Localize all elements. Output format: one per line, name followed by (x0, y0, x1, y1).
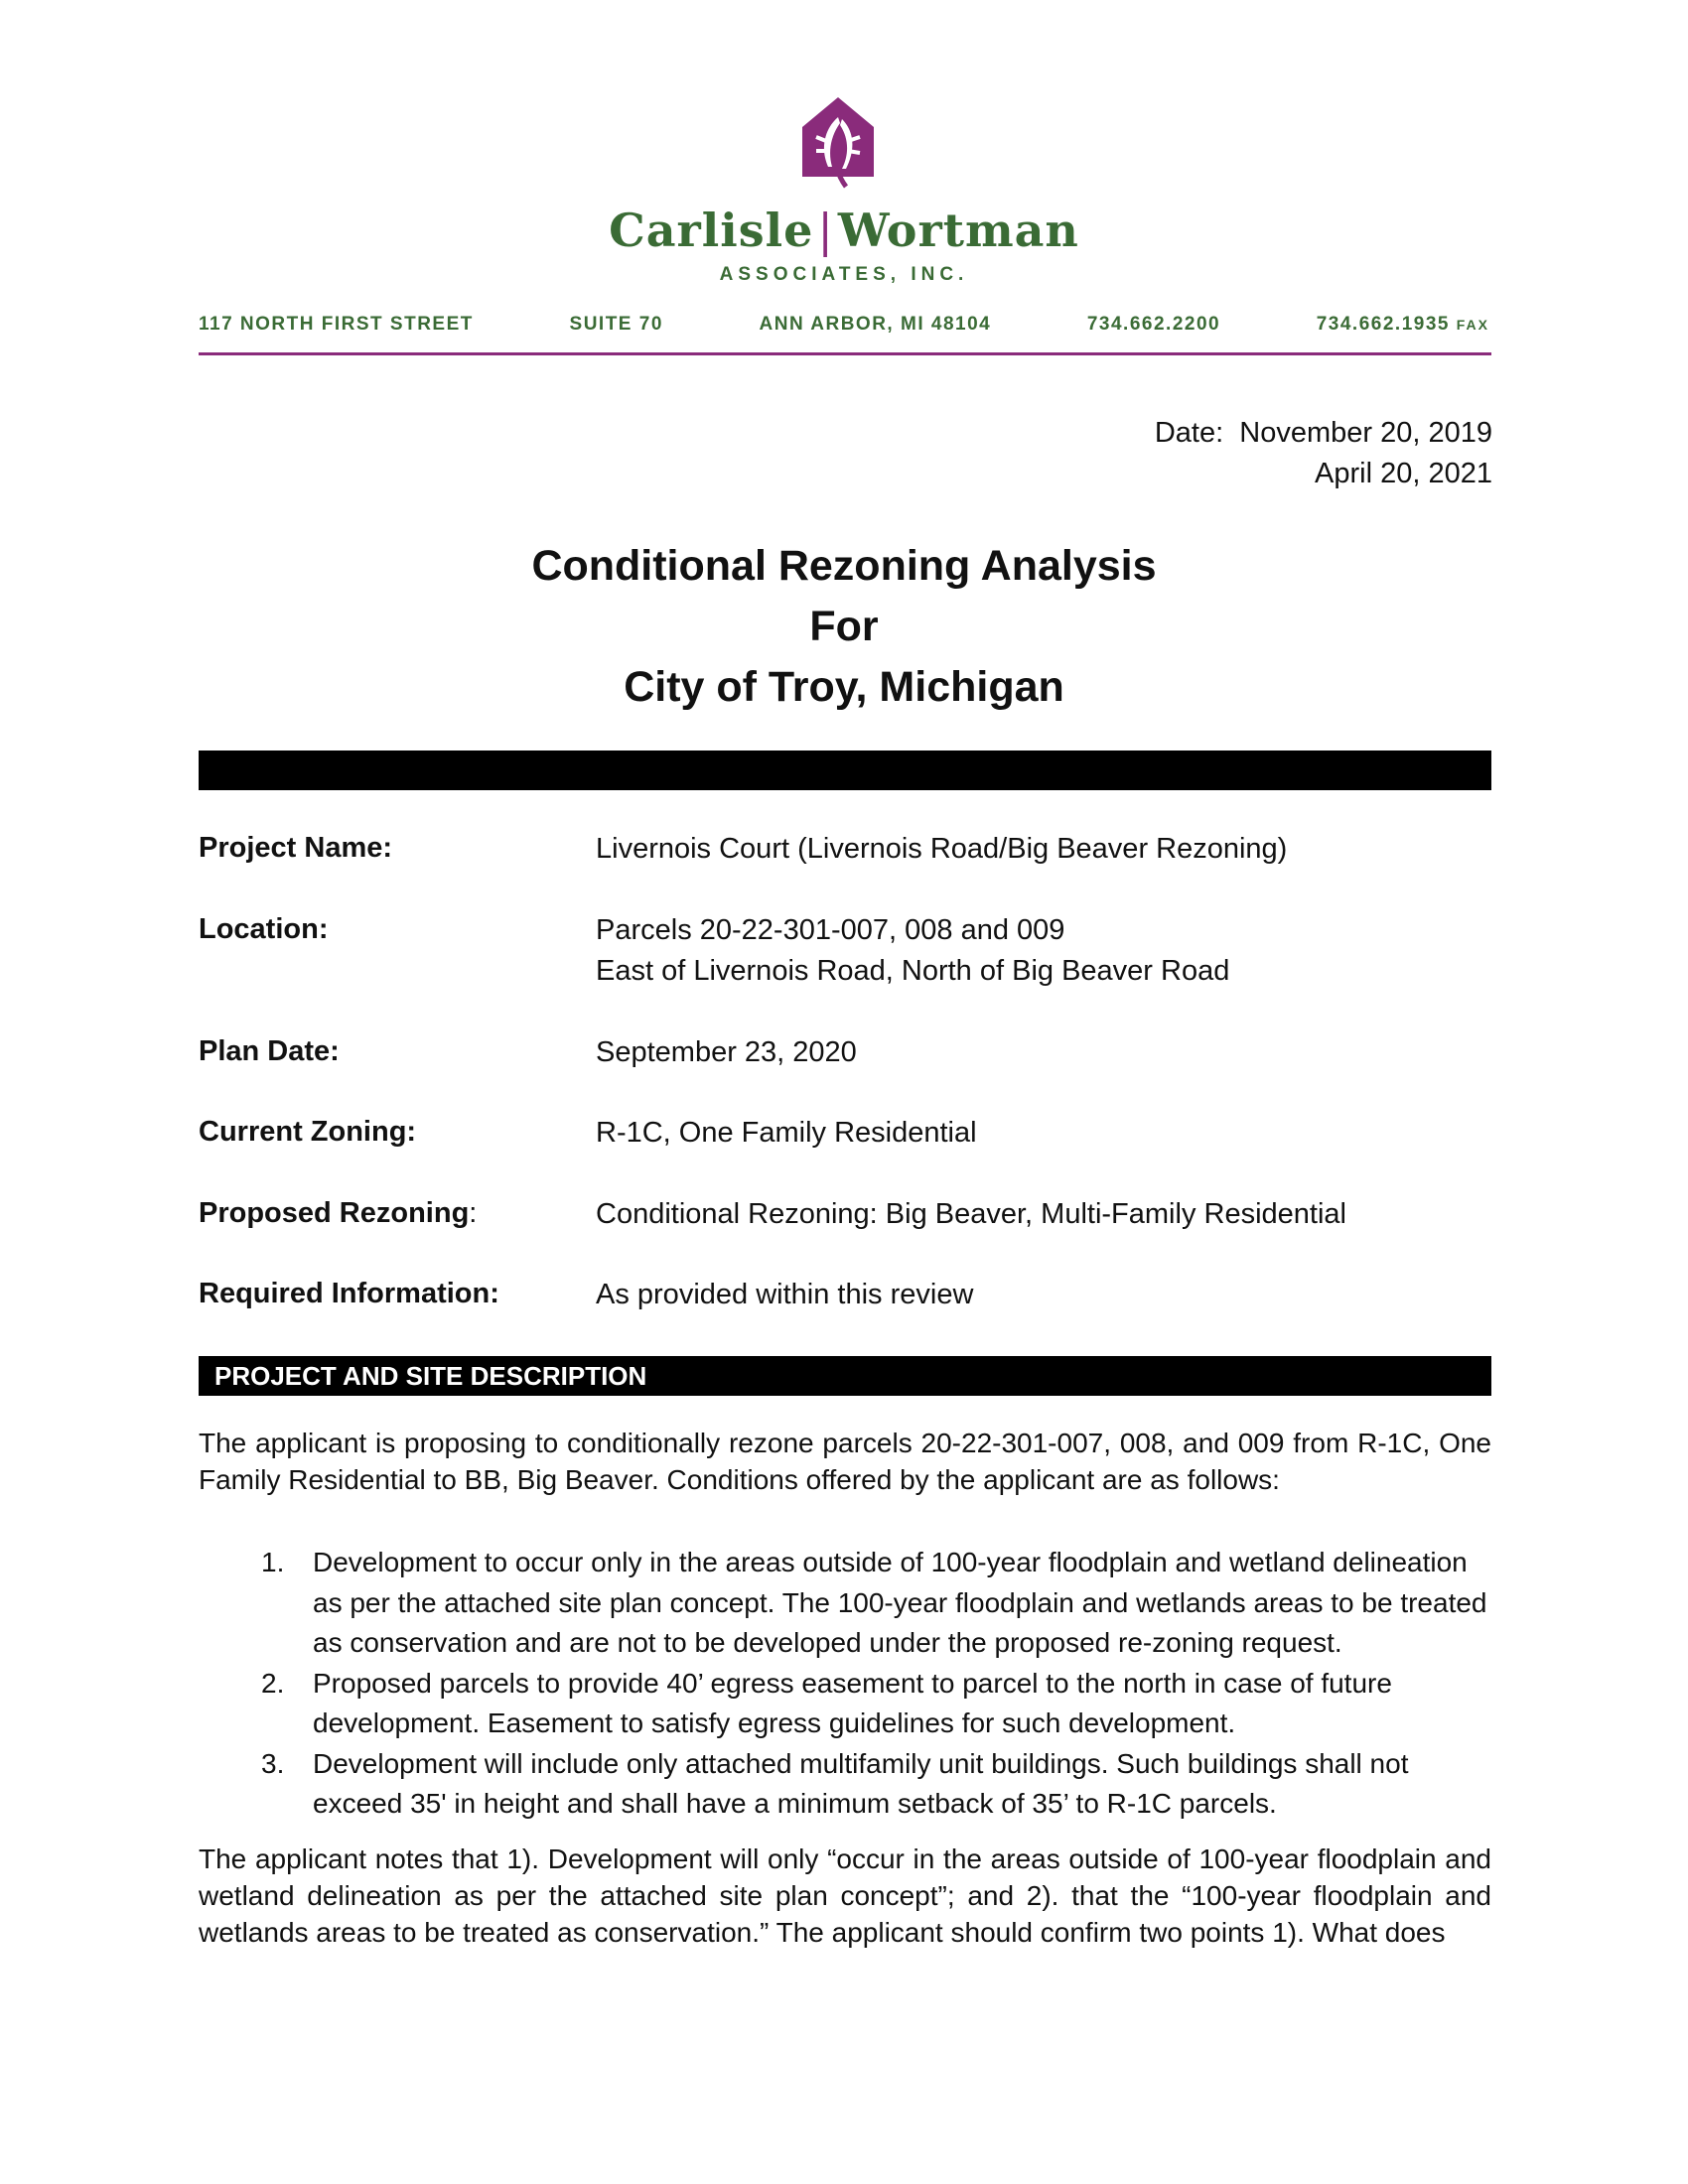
company-name (0, 204, 1688, 257)
document-title (0, 536, 1688, 718)
condition-text: Development will include only attached multifamily unit buildings. Such buildings shall not exceed 35' in height and shall have a minimum setback of 35’ to R-1C parcels. (313, 1747, 1409, 1819)
date-first-line (1155, 413, 1492, 454)
closing-paragraph: The applicant notes that 1). Development will only “occur in the areas outside of 100-year floodplain and wetland delineation as per the attached site plan concept”; and 2). that the “100-year floodplain and wetlands areas to be treated as conservation.” The applicant should confirm two points 1). What does (199, 1843, 1491, 1948)
fax-label: FAX (1456, 317, 1489, 333)
condition-text: Proposed parcels to provide 40’ egress easement to parcel to the north in case of future development. Easement to satisfy egress guidelines for such development. (313, 1667, 1392, 1738)
section-title: PROJECT AND SITE DESCRIPTION (214, 1361, 647, 1391)
proposed-rezoning-label (199, 1197, 477, 1230)
date-first: November 20, 2019 (1239, 417, 1492, 449)
location-value (596, 910, 1229, 992)
company-subtitle: ASSOCIATES, INC. (719, 264, 969, 285)
intro-paragraph: The applicant is proposing to conditionally rezone parcels 20-22-301-007, 008, and 009 from R-1C, One Family Residential to BB, Big Beaver. Conditions offered by the applicant are as follows: (199, 1428, 1491, 1495)
proposed-rezoning-label-text: Proposed Rezoning (199, 1197, 470, 1229)
phone-number: 734.662.2200 (1086, 314, 1221, 335)
date-label: Date: (1154, 417, 1224, 449)
condition-number: 2. (261, 1667, 285, 1699)
date-second: April 20, 2021 (1315, 458, 1492, 489)
location-line-2: East of Livernois Road, North of Big Beaver Road (596, 955, 1230, 987)
location-label: Location: (199, 913, 329, 945)
proposed-rezoning-colon: : (469, 1197, 478, 1229)
project-name-value: Livernois Court (Livernois Road/Big Beaver Rezoning) (596, 833, 1288, 865)
condition-text: Development to occur only in the areas outside of 100-year floodplain and wetland delineation as per the attached site plan concept. The 100-year floodplain and wetlands areas to be treated as conservation and are not to be developed under the proposed re-zoning request. (313, 1547, 1487, 1658)
condition-item (199, 1664, 1491, 1744)
conditions-list (199, 1543, 1491, 1825)
address-line (199, 314, 1489, 336)
location-line-1: Parcels 20-22-301-007, 008 and 009 (596, 914, 1065, 946)
title-line-3: City of Troy, Michigan (624, 663, 1064, 711)
address-street: 117 NORTH FIRST STREET (199, 314, 474, 335)
address-suite: SUITE 70 (569, 314, 663, 335)
plan-date-label: Plan Date: (199, 1035, 340, 1067)
plan-date-value: September 23, 2020 (596, 1036, 857, 1068)
letterhead-divider (199, 352, 1491, 355)
condition-number: 1. (261, 1547, 285, 1577)
required-info-label: Required Information: (199, 1278, 499, 1309)
condition-item (199, 1543, 1491, 1664)
address-city: ANN ARBOR, MI 48104 (759, 314, 992, 335)
title-line-2: For (809, 603, 879, 650)
title-divider-bar (199, 751, 1491, 790)
fax-number: 734.662.1935 (1316, 314, 1450, 335)
required-info-value: As provided within this review (596, 1279, 974, 1310)
company-name-first: Carlisle (609, 204, 814, 257)
condition-item (199, 1744, 1491, 1825)
date-block (1155, 413, 1492, 494)
fax-info (1317, 314, 1489, 336)
current-zoning-value: R-1C, One Family Residential (596, 1117, 977, 1149)
proposed-rezoning-value: Conditional Rezoning: Big Beaver, Multi-Family Residential (596, 1198, 1346, 1230)
current-zoning-label: Current Zoning: (199, 1116, 417, 1148)
company-name-separator: | (817, 204, 834, 257)
condition-number: 3. (261, 1747, 285, 1779)
company-name-second: Wortman (837, 204, 1079, 257)
house-leaf-logo-icon (802, 97, 874, 189)
project-name-label: Project Name: (199, 832, 393, 864)
title-line-1: Conditional Rezoning Analysis (531, 542, 1157, 590)
